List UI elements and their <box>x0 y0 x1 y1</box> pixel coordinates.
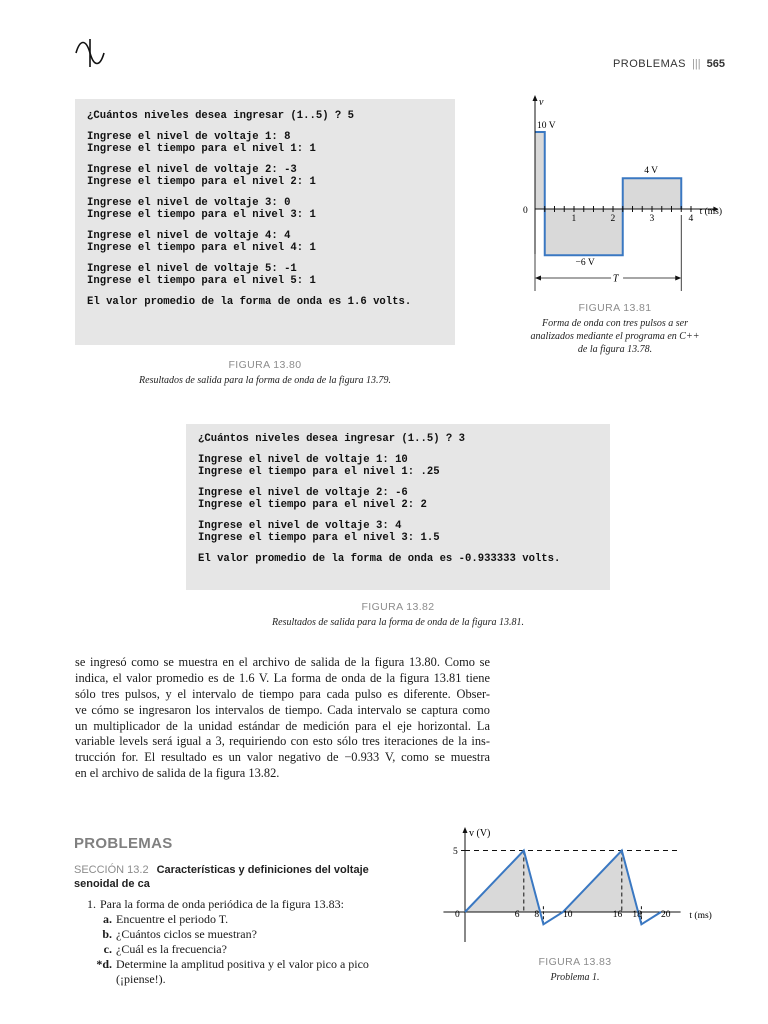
paragraph-line: un multiplicador de la unidad estándar de medición para el eje horizontal. La <box>75 718 490 733</box>
figure-13-80-label: FIGURA 13.80 <box>228 359 302 371</box>
problem-item-letter: b. <box>102 927 112 941</box>
figure-13-82-label: FIGURA 13.82 <box>361 601 435 613</box>
console-line: Ingrese el tiempo para el nivel 3: 1 <box>87 209 316 221</box>
figure-13-82-caption: Resultados de salida para la forma de onda de la figura 13.81. <box>272 617 524 628</box>
problem-number: 1. <box>87 897 96 911</box>
x-tick-label: 16 <box>612 910 623 920</box>
paragraph-line: trucción for. El resultado es un valor negativo de −0.933 V, como se muestra <box>75 750 490 765</box>
x-tick-label: 8 <box>534 910 540 920</box>
x-tick-label: 4 <box>688 214 694 224</box>
console-line: Ingrese el tiempo para el nivel 2: 2 <box>198 499 427 511</box>
x-tick-label: 2 <box>610 214 616 224</box>
problem-item-letter: c. <box>103 942 112 956</box>
body-paragraph <box>75 655 490 782</box>
console-line: Ingrese el tiempo para el nivel 1: .25 <box>198 466 440 478</box>
origin-label: 0 <box>523 206 528 216</box>
problem-item <box>74 942 404 957</box>
period-arrow-right <box>675 276 681 281</box>
problem-item-text: ¿Cuántos ciclos se muestran? <box>116 927 257 941</box>
problem-item <box>74 912 404 927</box>
problem-item-continuation: (¡piense!). <box>116 972 166 986</box>
x-tick-label: 10 <box>563 910 573 920</box>
console-gap <box>87 188 455 197</box>
paragraph-line: variable levels será igual a 3, requiriendo con esto sólo tres iteraciones de la ins- <box>75 734 490 749</box>
figure-13-81-graph <box>505 92 737 296</box>
console-line: Ingrese el tiempo para el nivel 1: 1 <box>87 143 316 155</box>
v-axis-label: v <box>539 97 544 108</box>
paragraph-line: ve cómo se ingresaron los intervalos de tiempo. Cada intervalo se captura como <box>75 702 490 717</box>
x-tick-label: 20 <box>661 910 671 920</box>
page-number: 565 <box>706 58 725 70</box>
period-arrow-left <box>535 276 541 281</box>
problem-item <box>74 927 404 942</box>
v-axis-label: v (V) <box>469 828 491 839</box>
caption-line: de la figura 13.78. <box>577 344 653 355</box>
header-section-label: PROBLEMAS <box>612 58 686 70</box>
console-line: Ingrese el tiempo para el nivel 3: 1.5 <box>198 532 440 544</box>
caption-line: Forma de onda con tres pulsos a ser <box>541 318 688 329</box>
y-tick-label: 5 <box>453 847 458 857</box>
sine-wave-icon <box>74 38 106 68</box>
console-gap <box>87 254 455 263</box>
console-line: Ingrese el tiempo para el nivel 2: 1 <box>87 176 316 188</box>
running-header <box>560 58 725 70</box>
x-tick-label: 1 <box>571 214 577 224</box>
console-line: El valor promedio de la forma de onda es -0.933333 volts. <box>198 553 561 565</box>
problem-item-text: ¿Cuál es la frecuencia? <box>116 942 227 956</box>
console-output-13-82 <box>186 424 610 590</box>
console-line: Ingrese el tiempo para el nivel 4: 1 <box>87 242 316 254</box>
problem-item-letter: a. <box>103 912 112 926</box>
section-heading <box>74 863 404 891</box>
figure-13-83-label: FIGURA 13.83 <box>538 956 612 968</box>
problem-item-letter: *d. <box>96 957 112 971</box>
problem-item-text: Encuentre el periodo T. <box>116 912 229 926</box>
level-label-10v: 10 V <box>537 121 556 131</box>
level-label-4v: 4 V <box>644 166 659 177</box>
console-line: Ingrese el nivel de voltaje 3: 0 <box>87 197 291 209</box>
pulse-fill <box>535 132 681 255</box>
caption-line: analizados mediante el programa en C++ <box>530 331 700 342</box>
section-title-cont: senoidal de ca <box>74 878 150 890</box>
header-separator: ||| <box>692 58 701 70</box>
console-line: Ingrese el nivel de voltaje 4: 4 <box>87 230 291 242</box>
paragraph-line: en el archivo de salida de la figura 13.82. <box>75 766 280 781</box>
figure-13-81-caption <box>500 317 730 356</box>
area-fill <box>563 851 638 913</box>
console-line: Ingrese el nivel de voltaje 5: -1 <box>87 263 297 275</box>
console-line: Ingrese el nivel de voltaje 1: 8 <box>87 131 291 143</box>
v-axis-arrow <box>533 95 538 101</box>
console-line: Ingrese el tiempo para el nivel 5: 1 <box>87 275 316 287</box>
origin-label: 0 <box>455 910 460 920</box>
paragraph-line: sólo tres pulsos, y el intervalo de tiempo para cada pulso es diferente. Obser- <box>75 686 490 701</box>
problem-item <box>74 957 404 972</box>
console-line: Ingrese el nivel de voltaje 2: -3 <box>87 164 297 176</box>
console-gap <box>87 155 455 164</box>
problems-heading: PROBLEMAS <box>74 835 173 852</box>
level-label-neg6v: −6 V <box>575 258 595 269</box>
figure-13-81-label: FIGURA 13.81 <box>578 302 652 314</box>
console-line: Ingrese el nivel de voltaje 3: 4 <box>198 520 402 532</box>
console-line: El valor promedio de la forma de onda es 1.6 volts. <box>87 296 412 308</box>
section-number: SECCIÓN 13.2 <box>74 864 149 876</box>
problem-item-text: Determine la amplitud positiva y el valor pico a pico <box>116 957 369 971</box>
console-gap <box>198 511 610 520</box>
console-gap <box>198 544 610 553</box>
section-title: Características y definiciones del voltaje <box>156 864 369 876</box>
figure-13-83-graph <box>440 822 722 946</box>
console-line: ¿Cuántos niveles desea ingresar (1..5) ? 3 <box>198 433 466 445</box>
t-axis-label: t (ms) <box>699 207 723 217</box>
x-tick-label: 3 <box>649 214 655 224</box>
period-label: T <box>612 273 619 285</box>
x-tick-label: 6 <box>514 910 520 920</box>
console-gap <box>87 221 455 230</box>
problem-1 <box>74 897 404 987</box>
t-axis-label: t (ms) <box>689 911 712 921</box>
paragraph-line: se ingresó como se muestra en el archivo de salida de la figura 13.80. Como se <box>75 655 490 669</box>
console-line: Ingrese el nivel de voltaje 2: -6 <box>198 487 408 499</box>
console-gap <box>87 122 455 131</box>
problem-text: Para la forma de onda periódica de la figura 13.83: <box>100 897 344 911</box>
figure-13-80-caption: Resultados de salida para la forma de onda de la figura 13.79. <box>139 375 391 386</box>
x-tick-label: 18 <box>632 910 642 920</box>
console-gap <box>87 287 455 296</box>
v-axis-arrow <box>463 827 468 833</box>
console-output-13-80 <box>75 99 455 345</box>
figure-13-83-caption: Problema 1. <box>550 972 600 983</box>
paragraph-line: indica, el valor promedio es de 1.6 V. La forma de onda de la figura 13.81 tiene <box>75 670 490 685</box>
console-gap <box>198 478 610 487</box>
console-gap <box>198 445 610 454</box>
console-line: Ingrese el nivel de voltaje 1: 10 <box>198 454 408 466</box>
area-fill <box>465 851 540 913</box>
console-line: ¿Cuántos niveles desea ingresar (1..5) ? 5 <box>87 110 355 122</box>
